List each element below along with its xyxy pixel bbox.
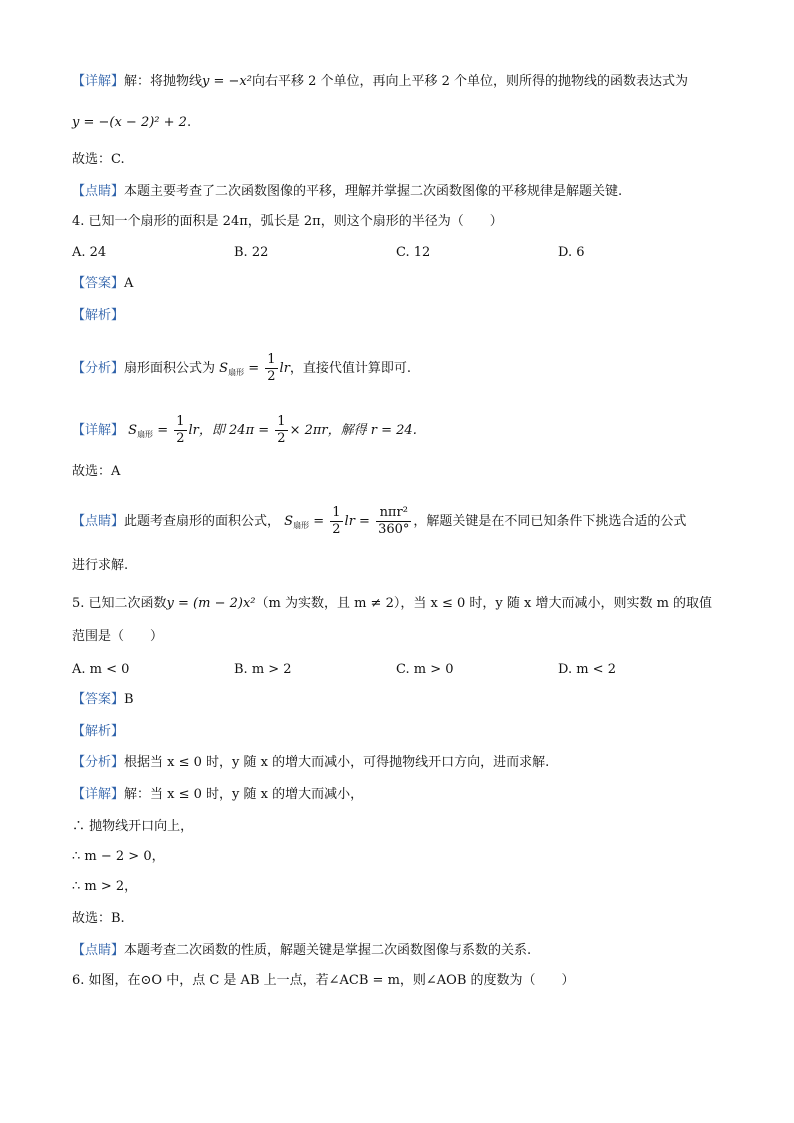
detail-tag: 【详解】 — [72, 787, 125, 802]
q4-fenxi-text-2: ，直接代值计算即可. — [289, 361, 412, 376]
q3-formula-2: y = −(x − 2)² + 2 — [72, 115, 187, 130]
q4-detail-text-4: r = 24. — [370, 423, 417, 438]
q4-comment-cont: 进行求解. — [72, 558, 129, 573]
q4-detail-text-1: lr，即 — [188, 423, 225, 438]
q5-stem-cont: 范围是（ ） — [72, 629, 164, 644]
q3-period: . — [186, 115, 192, 130]
q5-comment-text: 本题考查二次函数的性质，解题关键是掌握二次函数图像与系数的关系. — [124, 943, 532, 958]
fraction-half: $\frac{1}{2}$ — [277, 414, 286, 446]
q5-option-b: B. m > 2 — [234, 662, 292, 677]
fraction-half: $\frac{1}{2}$ — [332, 505, 341, 537]
q3-comment-line — [72, 182, 622, 202]
q4-answer: A — [124, 276, 134, 291]
q4-detail-text-2: 24π = — [229, 423, 270, 438]
fraction-sector: $\frac{\text{nπr²}}{360^\circ}$ — [378, 505, 410, 537]
detail-tag: 【详解】 — [72, 423, 125, 438]
answer-tag: 【答案】 — [72, 692, 125, 707]
q3-detail-line — [72, 72, 688, 92]
q4-detail-line: 【详解】 $S_{扇形}$ = $\frac{1}{2}$ lr，即 24π = $\frac{1}{2}$ × 2πr，解得 r = 24. — [72, 414, 417, 446]
q4-analysis-tag: 【解析】 — [72, 308, 125, 323]
s-subscript: 扇形 — [293, 521, 310, 530]
q5-fenxi-text: 根据当 x ≤ 0 时，y 随 x 的增大而减小，可得抛物线开口方向，进而求解. — [124, 755, 550, 770]
q5-detail-text: 解：当 x ≤ 0 时，y 随 x 的增大而减小， — [124, 787, 364, 802]
q4-detail-text-3: × 2πr，解得 — [289, 423, 367, 438]
q3-comment-text: 本题主要考查了二次函数图像的平移，理解并掌握二次函数图像的平移规律是解题关键. — [124, 184, 623, 199]
q4-comment-line: 【点睛】此题考查扇形的面积公式， $S_{扇形}$ = $\frac{1}{2}$ lr = $\frac{\text{nπr²}}{360^\circ}$ ，解题关键是在不同已知条件下挑选合适的公式 — [72, 505, 687, 537]
s-symbol: S — [219, 361, 229, 376]
q3-detail-text-2: 向右平移 2 个单位，再向上平移 2 个单位，则所得的抛物线的函数表达式为 — [251, 74, 689, 89]
q5-step-2: ∴ m − 2 > 0， — [72, 849, 165, 864]
q3-formula-1: y = −x² — [202, 74, 252, 89]
q4-comment-text-2: ，解题关键是在不同已知条件下挑选合适的公式 — [413, 514, 687, 529]
q4-option-b: B. 22 — [234, 245, 269, 260]
q5-option-c: C. m > 0 — [396, 662, 454, 677]
q5-stem-text-2: （m 为实数，且 m ≠ 2），当 x ≤ 0 时，y 随 x 增大而减小，则实数 m 的取值 — [255, 596, 713, 611]
q5-detail-line — [72, 785, 363, 805]
detail-tag: 【详解】 — [72, 74, 125, 89]
q4-fenxi-line: 【分析】扇形面积公式为 $S_{扇形}$ = $\frac{1}{2}$ lr，直接代值计算即可. — [72, 352, 412, 384]
s-subscript: 扇形 — [228, 368, 245, 377]
fenxi-tag: 【分析】 — [72, 755, 125, 770]
q3-choice: 故选：C. — [72, 152, 125, 167]
q5-choice: 故选：B. — [72, 911, 125, 926]
q4-answer-line — [72, 274, 133, 294]
s-symbol: S — [284, 514, 294, 529]
q3-detail-text-1: 解：将抛物线 — [124, 74, 203, 89]
fraction-half: $\frac{1}{2}$ — [176, 414, 185, 446]
q5-answer: B — [124, 692, 134, 707]
q5-stem-line — [72, 594, 712, 614]
s-symbol: S — [128, 423, 138, 438]
q5-analysis-tag: 【解析】 — [72, 724, 125, 739]
q5-comment-line — [72, 941, 531, 961]
q5-fenxi-line — [72, 753, 549, 773]
q5-stem-text-1: 5. 已知二次函数 — [72, 596, 167, 611]
q4-fenxi-formula: lr — [279, 361, 290, 376]
q5-answer-line — [72, 690, 134, 710]
fraction-half: $\frac{1}{2}$ — [267, 352, 276, 384]
q5-step-3: ∴ m > 2， — [72, 879, 138, 894]
answer-tag: 【答案】 — [72, 276, 125, 291]
q4-option-a: A. 24 — [72, 245, 107, 260]
q3-result-line — [72, 113, 191, 133]
q4-option-c: C. 12 — [396, 245, 431, 260]
s-subscript: 扇形 — [137, 430, 154, 439]
q5-option-a: A. m < 0 — [72, 662, 130, 677]
q4-stem: 4. 已知一个扇形的面积是 24π，弧长是 2π，则这个扇形的半径为（ ） — [72, 214, 503, 229]
q4-comment-mid: lr = — [344, 514, 370, 529]
q5-stem-formula: y = (m − 2)x² — [166, 596, 256, 611]
q4-choice: 故选：A — [72, 464, 121, 479]
comment-tag: 【点睛】 — [72, 514, 125, 529]
q4-comment-text-1: 此题考查扇形的面积公式， — [124, 514, 281, 529]
q4-fenxi-text-1: 扇形面积公式为 — [124, 361, 216, 376]
comment-tag: 【点睛】 — [72, 184, 125, 199]
q6-stem: 6. 如图，在⊙O 中，点 C 是 AB 上一点，若∠ACB = m，则∠AOB 的度数为（ ） — [72, 973, 575, 988]
q5-step-1: ∴ 抛物线开口向上， — [72, 819, 194, 834]
fenxi-tag: 【分析】 — [72, 361, 125, 376]
comment-tag: 【点睛】 — [72, 943, 125, 958]
q5-option-d: D. m < 2 — [558, 662, 616, 677]
q4-option-d: D. 6 — [558, 245, 585, 260]
